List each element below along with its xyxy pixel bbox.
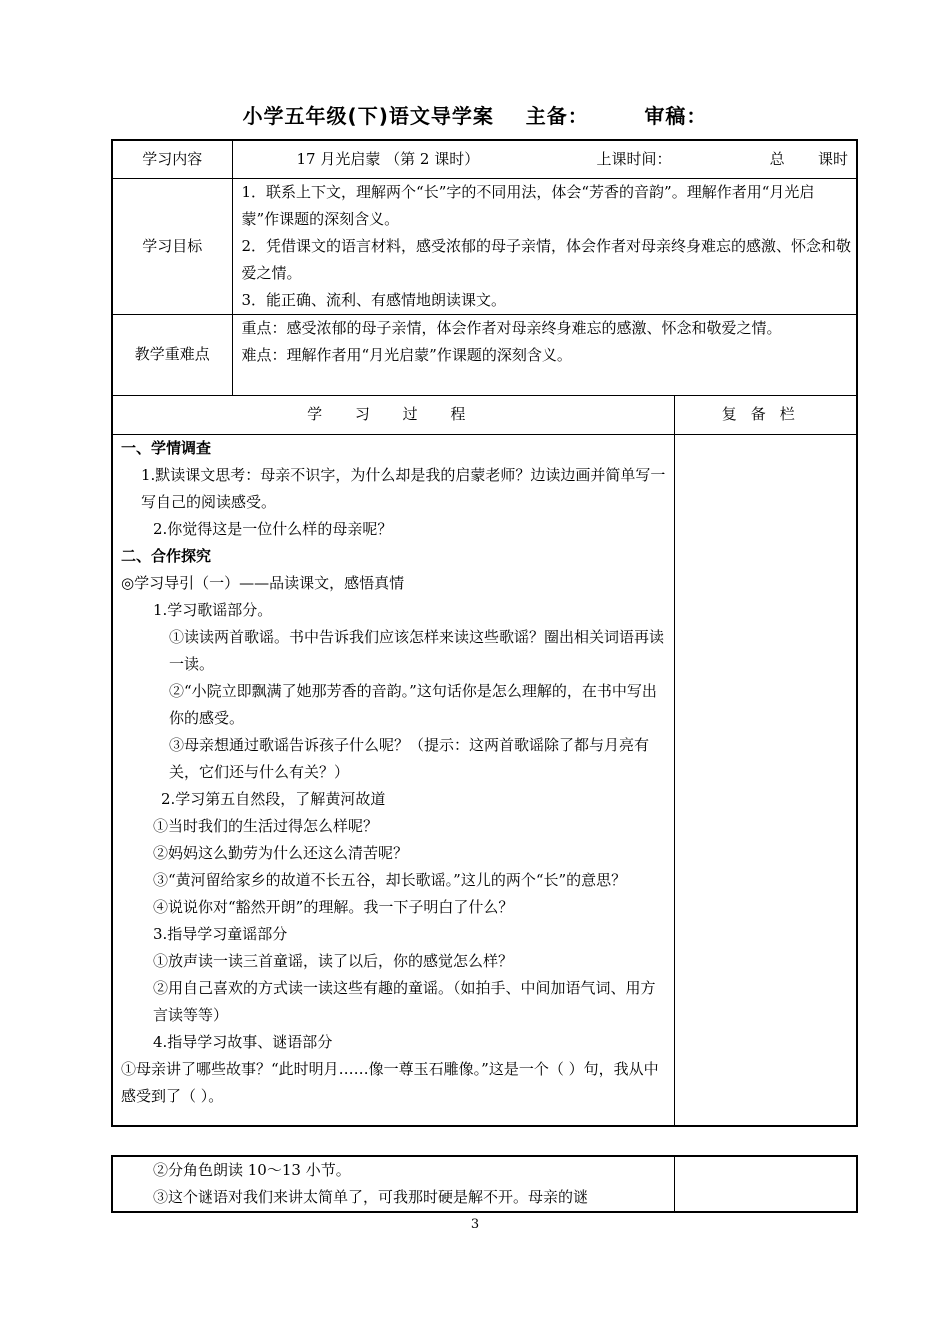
process-line: ②用自己喜欢的方式读一读这些有趣的童谣。（如拍手、中间加语气词、用方言读等等）: [153, 978, 656, 1024]
process-line: ①当时我们的生活过得怎么样呢？: [153, 816, 379, 835]
notes-column: [674, 434, 857, 1126]
key-points-label: 教学重难点: [112, 314, 232, 395]
process-line: 3.指导学习童谣部分: [153, 924, 288, 943]
process-body-row: [112, 434, 857, 1126]
lesson-title: 17 月光启蒙 （第 2 课时）: [296, 149, 480, 168]
header-row: [112, 140, 857, 178]
process-line: ◎学习导引（一）——品读课文，感悟真情: [121, 573, 405, 592]
objective-item: 3．能正确、流利、有感情地朗读课文。: [241, 290, 507, 309]
content-label: 学习内容: [112, 140, 232, 178]
process-line: ①读读两首歌谣。书中告诉我们应该怎样来读这些歌谣？圈出相关词语再读一读。: [169, 627, 665, 673]
key-point-item: 难点：理解作者用“月光启蒙”作课题的深刻含义。: [241, 345, 572, 364]
process-header-row: [112, 395, 857, 434]
notes-header: 复备栏: [674, 395, 857, 434]
continuation-row: [112, 1156, 857, 1212]
process-line: ②妈妈这么勤劳为什么还这么清苦呢？: [153, 843, 409, 862]
page-number: 3: [470, 1217, 480, 1232]
process-content: [112, 434, 674, 1126]
key-points-content: [232, 314, 857, 395]
objective-item: 1．联系上下文，理解两个“长”字的不同用法，体会“芳香的音韵”。理解作者用“月光启蒙”作课题的深刻含义。: [241, 182, 815, 228]
key-points-row: [112, 314, 857, 395]
process-line: ①母亲讲了哪些故事？“此时明月……像一尊玉石雕像。”这是一个（ ）句，我从中感受到了（ ）。: [121, 1059, 659, 1105]
lesson-plan-table: [111, 139, 858, 1127]
process-line: 2.你觉得这是一位什么样的母亲呢？: [153, 519, 393, 538]
process-line: ③“黄河留给家乡的故道不长五谷，却长歌谣。”这儿的两个“长”的意思？: [153, 870, 627, 889]
header-content-cell: [232, 140, 857, 178]
notes-column: [674, 1156, 857, 1212]
page-title: 小学五年级(下)语文导学案 主备： 审稿：: [242, 104, 708, 128]
process-line: ②分角色朗读 10～13 小节。: [153, 1161, 351, 1179]
total-periods: 总 课时: [769, 149, 849, 168]
process-line: 2.学习第五自然段，了解黄河故道: [161, 789, 386, 808]
objectives-content: [232, 178, 857, 314]
section-heading: 一、学情调查: [121, 438, 212, 457]
process-line: 1.默读课文思考：母亲不识字，为什么却是我的启蒙老师？边读边画并简单写一写自己的阅读感受。: [141, 465, 666, 511]
class-time-label: 上课时间：: [596, 149, 672, 168]
process-line: ③母亲想通过歌谣告诉孩子什么呢？（提示：这两首歌谣除了都与月亮有关，它们还与什么有关？）: [169, 735, 650, 781]
objective-item: 2．凭借课文的语言材料，感受浓郁的母子亲情，体会作者对母亲终身难忘的感激、怀念和敬爱之情。: [241, 236, 852, 282]
section-heading: 二、合作探究: [121, 546, 212, 565]
continuation-table: [111, 1155, 858, 1213]
process-line: ③这个谜语对我们来讲太简单了，可我那时硬是解不开。母亲的谜: [153, 1188, 589, 1206]
objectives-row: [112, 178, 857, 314]
process-header: 学 习 过 程: [112, 395, 674, 434]
objectives-label: 学习目标: [112, 178, 232, 314]
process-line: ①放声读一读三首童谣，读了以后，你的感觉怎么样？: [153, 951, 514, 970]
process-line: 4.指导学习故事、谜语部分: [153, 1032, 333, 1051]
process-line: 1.学习歌谣部分。: [153, 600, 273, 619]
process-line: ②“小院立即飘满了她那芳香的音韵。”这句话你是怎么理解的，在书中写出你的感受。: [169, 681, 657, 727]
process-line: ④说说你对“豁然开朗”的理解。我一下子明白了什么？: [153, 897, 514, 916]
continuation-content: [112, 1156, 674, 1212]
key-point-item: 重点：感受浓郁的母子亲情，体会作者对母亲终身难忘的感激、怀念和敬爱之情。: [241, 318, 782, 337]
